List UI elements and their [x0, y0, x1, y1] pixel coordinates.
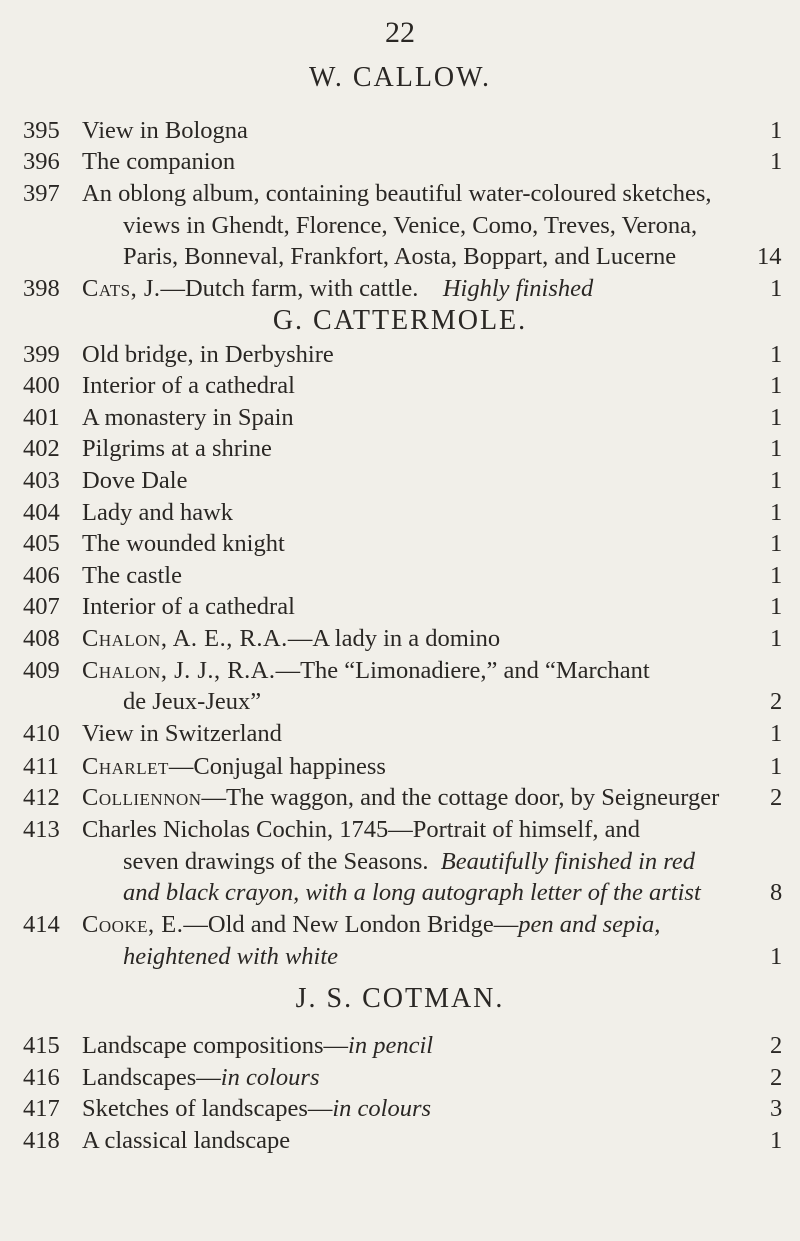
lot-quantity: 1: [770, 499, 783, 526]
lot-number: 407: [23, 593, 60, 620]
lot-number: 411: [23, 753, 59, 780]
lot-number: 408: [23, 625, 60, 652]
lot-quantity: 1: [770, 943, 783, 970]
lot-title: —A lady in a domino: [287, 625, 501, 652]
lot-number: 414: [23, 911, 60, 938]
lot-description: The companion: [82, 148, 236, 175]
lot-description: [82, 751, 722, 782]
lot-number: 398: [23, 275, 60, 302]
lot-title: seven drawings of the Seasons.: [123, 848, 429, 875]
lot-number: 409: [23, 657, 60, 684]
lot-description: Lady and hawk: [82, 499, 234, 526]
lot-number: 399: [23, 341, 60, 368]
lot-description: Old bridge, in Derbyshire: [82, 341, 334, 368]
lot-title: Landscape compositions—: [82, 1032, 349, 1059]
lot-number: 403: [23, 467, 60, 494]
lot-quantity: 2: [770, 1032, 783, 1059]
lot-title: —Conjugal happiness: [168, 753, 386, 780]
lot-quantity: 2: [770, 784, 783, 811]
artist-name: Chalon, A. E., R.A.: [82, 625, 288, 652]
lot-quantity: 1: [770, 625, 783, 652]
lot-title: —The “Limonadiere,” and “Marchant: [275, 657, 650, 684]
lot-number: 418: [23, 1127, 60, 1154]
lot-quantity: 14: [757, 243, 782, 270]
lot-quantity: 1: [770, 148, 783, 175]
lot-note: in colours: [332, 1095, 432, 1122]
lot-description: A classical landscape: [82, 1127, 291, 1154]
lot-description: [82, 1030, 722, 1061]
lot-title: —Dutch farm, with cattle.: [160, 275, 419, 302]
lot-quantity: 1: [770, 404, 783, 431]
lot-quantity: 1: [770, 435, 783, 462]
lot-description: View in Bologna: [82, 117, 248, 144]
lot-number: 417: [23, 1095, 60, 1122]
lot-quantity: 2: [770, 1064, 783, 1091]
lot-note-continued: and black crayon, with a long autograph letter of the artist: [123, 879, 701, 906]
lot-description: [82, 1093, 722, 1124]
lot-description: The castle: [82, 562, 182, 589]
lot-number: 413: [23, 816, 60, 843]
lot-quantity: 1: [770, 753, 783, 780]
lot-description: [82, 1062, 722, 1093]
lot-number: 416: [23, 1064, 60, 1091]
lot-quantity: 1: [770, 530, 783, 557]
lot-quantity: 1: [770, 467, 783, 494]
lot-description: [82, 655, 722, 686]
lot-quantity: 1: [770, 117, 783, 144]
lot-quantity: 1: [770, 372, 783, 399]
lot-number: 397: [23, 180, 60, 207]
artist-heading-cattermole: G. CATTERMOLE.: [272, 305, 528, 336]
lot-quantity: 1: [770, 593, 783, 620]
lot-number: 395: [23, 117, 60, 144]
lot-number: 400: [23, 372, 60, 399]
lot-quantity: 3: [770, 1095, 783, 1122]
lot-description-continued: de Jeux-Jeux”: [123, 688, 262, 715]
lot-quantity: 8: [770, 879, 783, 906]
lot-note: in pencil: [348, 1032, 434, 1059]
lot-title: —Old and New London Bridge—: [183, 911, 519, 938]
lot-description: Interior of a cathedral: [82, 372, 295, 399]
lot-description: [82, 782, 722, 813]
artist-name: Charlet: [82, 753, 169, 780]
lot-description: Dove Dale: [82, 467, 188, 494]
lot-number: 410: [23, 720, 60, 747]
lot-description: [82, 909, 722, 940]
lot-title: —The waggon, and the cottage door, by Seigneurger: [201, 784, 720, 811]
lot-number: 396: [23, 148, 60, 175]
lot-description: Charles Nicholas Cochin, 1745—Portrait of himself, and: [82, 816, 640, 843]
lot-description: Pilgrims at a shrine: [82, 435, 272, 462]
lot-quantity: 1: [770, 562, 783, 589]
lot-quantity: 1: [770, 275, 783, 302]
lot-quantity: 1: [770, 1127, 783, 1154]
lot-description: Interior of a cathedral: [82, 593, 295, 620]
artist-heading-cotman: J. S. COTMAN.: [295, 983, 505, 1014]
artist-heading-callow: W. CALLOW.: [308, 62, 492, 93]
artist-name: Cats, J.: [82, 275, 161, 302]
lot-description: View in Switzerland: [82, 720, 282, 747]
artist-name: Cooke, E.: [82, 911, 184, 938]
lot-note: in colours: [220, 1064, 320, 1091]
artist-name: Colliennon: [82, 784, 202, 811]
lot-number: 412: [23, 784, 60, 811]
lot-note: pen and sepia,: [518, 911, 661, 938]
lot-number: 405: [23, 530, 60, 557]
lot-note: Highly finished: [442, 275, 594, 302]
lot-description: [82, 273, 722, 304]
lot-note: Beautifully finished in red: [440, 848, 696, 875]
artist-name: Chalon, J. J., R.A.: [82, 657, 276, 684]
lot-quantity: 1: [770, 720, 783, 747]
lot-description-continued: views in Ghendt, Florence, Venice, Como, Treves, Verona,: [123, 212, 698, 239]
lot-number: 415: [23, 1032, 60, 1059]
lot-description: The wounded knight: [82, 530, 285, 557]
lot-description-continued: [123, 846, 763, 877]
lot-number: 401: [23, 404, 60, 431]
lot-description: A monastery in Spain: [82, 404, 294, 431]
lot-number: 404: [23, 499, 60, 526]
lot-description: An oblong album, containing beautiful water-coloured sketches,: [82, 180, 712, 207]
page-number: 22: [385, 16, 415, 49]
lot-number: 402: [23, 435, 60, 462]
lot-description-continued: Paris, Bonneval, Frankfort, Aosta, Boppart, and Lucerne: [123, 243, 677, 270]
lot-title: Landscapes—: [82, 1064, 221, 1091]
lot-quantity: 1: [770, 341, 783, 368]
lot-title: Sketches of landscapes—: [82, 1095, 333, 1122]
lot-number: 406: [23, 562, 60, 589]
lot-quantity: 2: [770, 688, 783, 715]
lot-description: [82, 623, 722, 654]
lot-note-continued: heightened with white: [123, 943, 339, 970]
